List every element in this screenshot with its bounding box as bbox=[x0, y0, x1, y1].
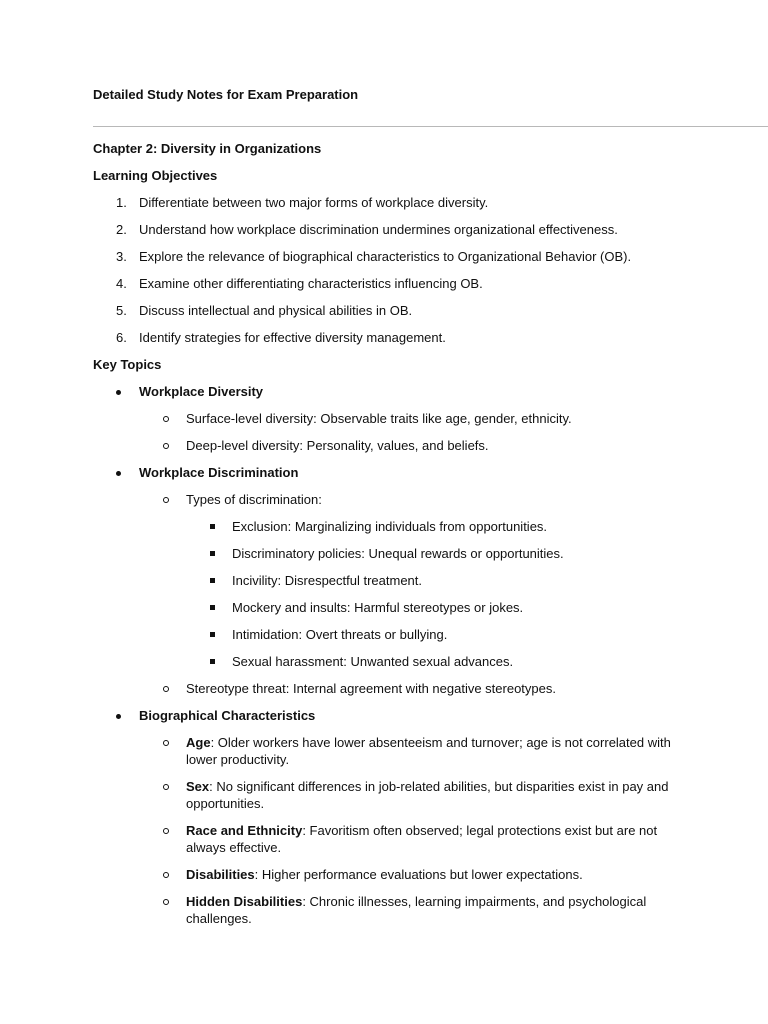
topic-workplace-diversity bbox=[93, 383, 683, 400]
objective-item bbox=[93, 302, 683, 319]
list-item bbox=[93, 572, 683, 589]
list-item bbox=[93, 893, 683, 927]
square-bullet-icon bbox=[210, 632, 215, 637]
list-item bbox=[93, 437, 683, 454]
topic-label: Workplace Diversity bbox=[139, 384, 264, 399]
objective-item bbox=[93, 194, 683, 211]
list-item bbox=[93, 822, 683, 856]
objective-text: Identify strategies for effective diversity management. bbox=[139, 330, 446, 345]
term-description: : Favoritism often observed; legal protections exist but are not always effective. bbox=[186, 823, 658, 855]
objective-number: 1. bbox=[116, 195, 127, 210]
term-description: : Older workers have lower absenteeism and turnover; age is not correlated with lower productivity. bbox=[186, 735, 671, 767]
topic-label: Biographical Characteristics bbox=[139, 708, 316, 723]
list-item-text: Surface-level diversity: Observable traits like age, gender, ethnicity. bbox=[186, 411, 572, 426]
circle-bullet-icon bbox=[163, 828, 169, 834]
key-topics-heading: Key Topics bbox=[93, 357, 162, 372]
topic-workplace-discrimination bbox=[93, 464, 683, 481]
disc-bullet-icon bbox=[116, 471, 121, 476]
list-item bbox=[93, 734, 683, 768]
disc-bullet-icon bbox=[116, 390, 121, 395]
term-label: Age bbox=[186, 735, 211, 750]
list-item-text: Deep-level diversity: Personality, values, and beliefs. bbox=[186, 438, 489, 453]
objective-item bbox=[93, 275, 683, 292]
list-item bbox=[93, 545, 683, 562]
circle-bullet-icon bbox=[163, 740, 169, 746]
topic-label: Workplace Discrimination bbox=[139, 465, 299, 480]
square-bullet-icon bbox=[210, 551, 215, 556]
list-item bbox=[93, 518, 683, 535]
square-bullet-icon bbox=[210, 659, 215, 664]
objective-text: Understand how workplace discrimination undermines organizational effectiveness. bbox=[139, 222, 618, 237]
list-item-text: Discriminatory policies: Unequal rewards or opportunities. bbox=[232, 546, 564, 561]
list-item bbox=[93, 599, 683, 616]
disc-bullet-icon bbox=[116, 714, 121, 719]
square-bullet-icon bbox=[210, 605, 215, 610]
circle-bullet-icon bbox=[163, 899, 169, 905]
objective-number: 6. bbox=[116, 330, 127, 345]
list-item bbox=[93, 491, 683, 508]
term-label: Race and Ethnicity bbox=[186, 823, 303, 838]
list-item bbox=[93, 626, 683, 643]
document-content bbox=[93, 140, 683, 937]
term-description: : Chronic illnesses, learning impairments, and psychological challenges. bbox=[186, 894, 647, 926]
horizontal-divider bbox=[93, 126, 768, 127]
list-item-text: Mockery and insults: Harmful stereotypes or jokes. bbox=[232, 600, 524, 615]
objective-item bbox=[93, 329, 683, 346]
objective-number: 5. bbox=[116, 303, 127, 318]
square-bullet-icon bbox=[210, 524, 215, 529]
list-item-text: Types of discrimination: bbox=[186, 492, 322, 507]
circle-bullet-icon bbox=[163, 784, 169, 790]
square-bullet-icon bbox=[210, 578, 215, 583]
objective-item bbox=[93, 221, 683, 238]
topic-biographical-characteristics bbox=[93, 707, 683, 724]
document-title: Detailed Study Notes for Exam Preparation bbox=[93, 87, 359, 102]
chapter-heading: Chapter 2: Diversity in Organizations bbox=[93, 141, 322, 156]
objective-number: 2. bbox=[116, 222, 127, 237]
list-item-text: Intimidation: Overt threats or bullying. bbox=[232, 627, 448, 642]
circle-bullet-icon bbox=[163, 416, 169, 422]
list-item bbox=[93, 680, 683, 697]
objective-number: 4. bbox=[116, 276, 127, 291]
learning-objectives-list bbox=[93, 194, 683, 346]
list-item-text: Incivility: Disrespectful treatment. bbox=[232, 573, 423, 588]
circle-bullet-icon bbox=[163, 686, 169, 692]
list-item bbox=[93, 410, 683, 427]
objective-text: Differentiate between two major forms of workplace diversity. bbox=[139, 195, 489, 210]
circle-bullet-icon bbox=[163, 443, 169, 449]
objective-number: 3. bbox=[116, 249, 127, 264]
list-item bbox=[93, 866, 683, 883]
objective-text: Explore the relevance of biographical characteristics to Organizational Behavior (OB). bbox=[139, 249, 632, 264]
objective-text: Discuss intellectual and physical abilities in OB. bbox=[139, 303, 413, 318]
objective-item bbox=[93, 248, 683, 265]
term-label: Hidden Disabilities bbox=[186, 894, 303, 909]
circle-bullet-icon bbox=[163, 872, 169, 878]
list-item bbox=[93, 778, 683, 812]
objective-text: Examine other differentiating characteristics influencing OB. bbox=[139, 276, 483, 291]
list-item-text: Stereotype threat: Internal agreement with negative stereotypes. bbox=[186, 681, 556, 696]
term-label: Disabilities bbox=[186, 867, 255, 882]
learning-objectives-heading: Learning Objectives bbox=[93, 168, 218, 183]
term-description: : No significant differences in job-related abilities, but disparities exist in pay and opportunities. bbox=[186, 779, 669, 811]
circle-bullet-icon bbox=[163, 497, 169, 503]
list-item-text: Exclusion: Marginalizing individuals from opportunities. bbox=[232, 519, 548, 534]
list-item bbox=[93, 653, 683, 670]
term-label: Sex bbox=[186, 779, 210, 794]
list-item-text: Sexual harassment: Unwanted sexual advances. bbox=[232, 654, 514, 669]
term-description: : Higher performance evaluations but lower expectations. bbox=[254, 867, 583, 882]
